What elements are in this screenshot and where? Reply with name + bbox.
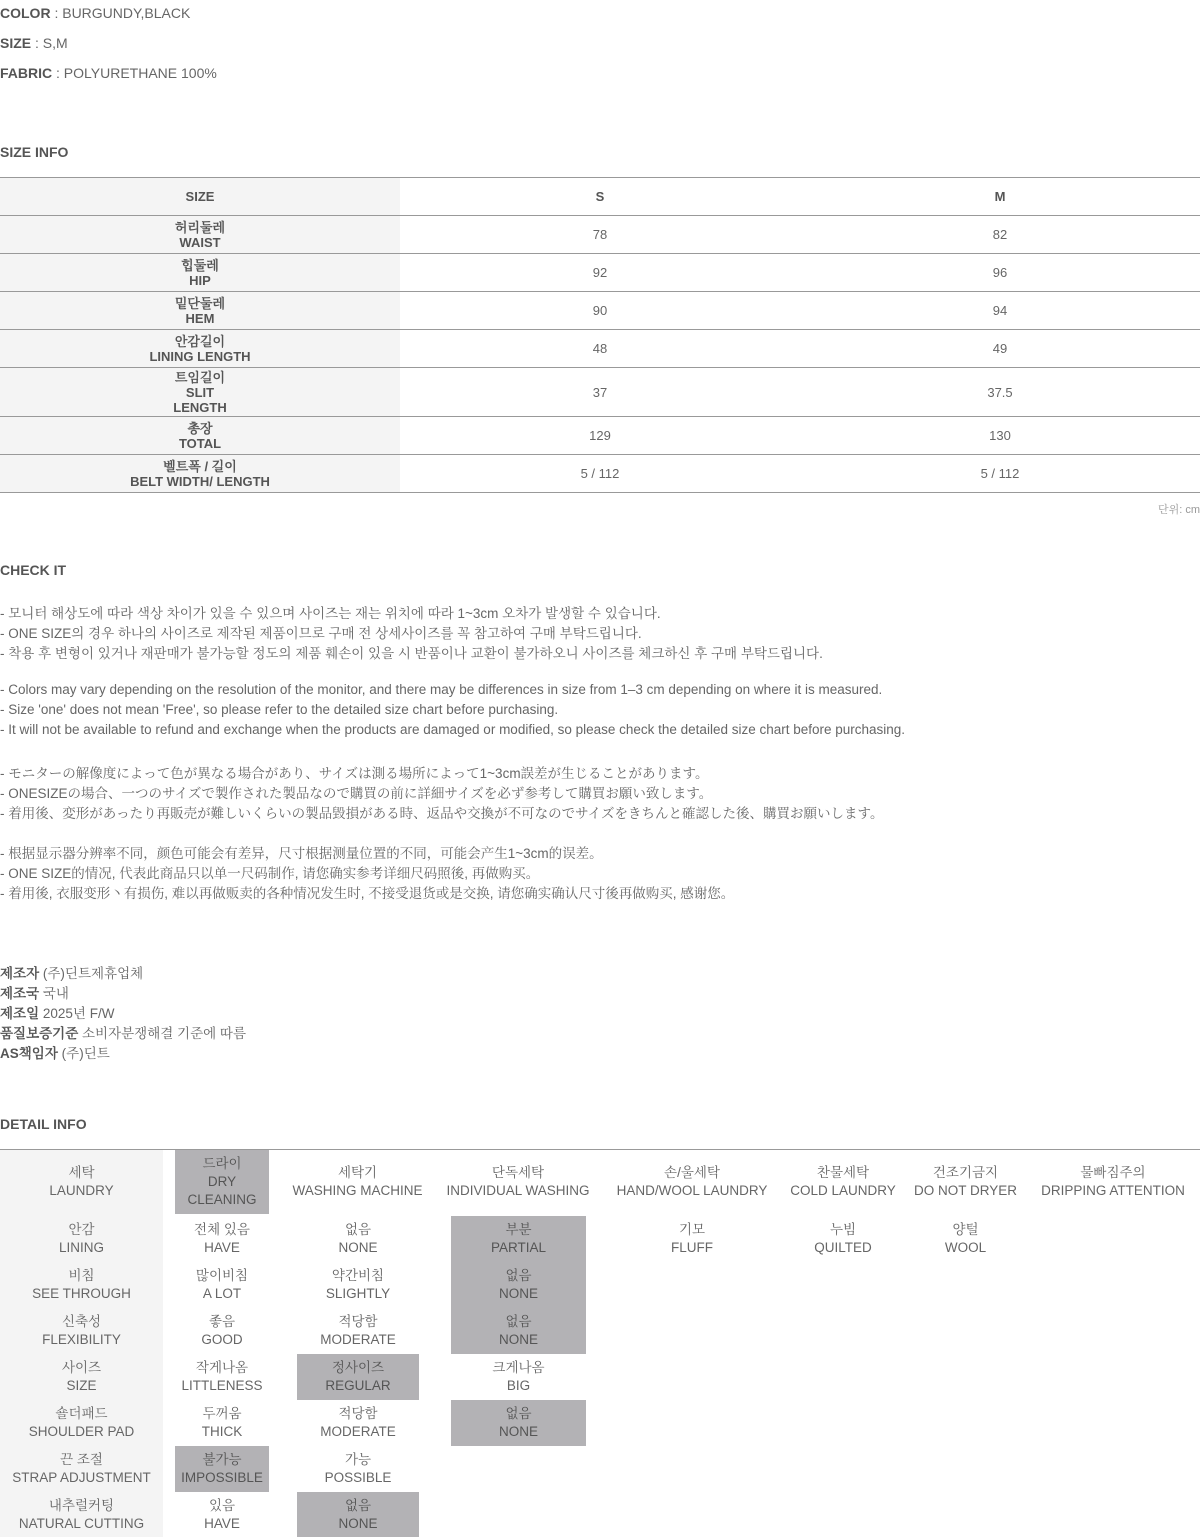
detail-grid xyxy=(0,1149,1200,1537)
detail-option-quilted xyxy=(783,1216,903,1262)
size-row-label xyxy=(0,292,400,329)
check-kr-line: - 모니터 해상도에 따라 색상 차이가 있을 수 있으며 사이즈는 재는 위치에 따라 1~3cm 오차가 발생할 수 있습니다. xyxy=(0,606,661,621)
size-value-m: 37.5 xyxy=(987,384,1013,400)
size-row-kr: 벨트폭 / 길이 xyxy=(163,458,237,474)
detail-en: NATURAL CUTTING xyxy=(18,1516,145,1531)
detail-kr: 누빔 xyxy=(829,1222,857,1237)
detail-en: DRIPPING ATTENTION xyxy=(1041,1183,1185,1198)
maker-warranty xyxy=(0,1022,246,1042)
detail-option-see-through-alot xyxy=(175,1262,269,1308)
spec-size-value: S,M xyxy=(42,35,68,51)
detail-en: PARTIAL xyxy=(490,1240,547,1255)
detail-en: COLD LAUNDRY xyxy=(790,1183,896,1198)
detail-en: POSSIBLE xyxy=(324,1470,392,1485)
detail-en: LITTLENESS xyxy=(181,1378,263,1393)
spec-size-label: SIZE xyxy=(0,35,32,51)
detail-option-natural-none xyxy=(297,1492,419,1537)
detail-en: HAVE xyxy=(204,1516,240,1531)
spec-color: COLOR : BURGUNDY,BLACK xyxy=(0,5,191,21)
size-value-m: 96 xyxy=(992,265,1008,280)
size-value-s: 78 xyxy=(592,227,608,242)
size-row-label xyxy=(0,368,400,416)
detail-option-do-not-dryer xyxy=(908,1150,1023,1214)
detail-label-see-through xyxy=(0,1262,163,1308)
detail-option-dripping-attention xyxy=(1030,1150,1196,1214)
detail-kr: 손/울세탁 xyxy=(664,1165,720,1180)
detail-kr: 드라이 xyxy=(202,1156,242,1171)
detail-kr: 많이비침 xyxy=(195,1268,249,1283)
maker-warranty-value: 소비자분쟁해결 기준에 따름 xyxy=(82,1026,247,1041)
detail-kr: 가능 xyxy=(344,1452,372,1467)
detail-option-flexibility-moderate xyxy=(297,1308,419,1354)
size-row-en: HIP xyxy=(189,272,211,288)
detail-kr: 단독세탁 xyxy=(491,1165,545,1180)
detail-kr: 건조기금지 xyxy=(932,1165,999,1180)
size-row-label xyxy=(0,455,400,492)
size-value-s: 5 / 112 xyxy=(580,466,620,481)
detail-kr: 숄더패드 xyxy=(55,1406,108,1421)
detail-kr: 비침 xyxy=(68,1268,95,1283)
detail-en: NONE xyxy=(498,1332,538,1347)
detail-en: SHOULDER PAD xyxy=(28,1424,135,1439)
maker-warranty-label: 품질보증기준 xyxy=(0,1026,79,1041)
detail-en: SIZE xyxy=(66,1378,97,1393)
detail-en: LINING xyxy=(58,1240,104,1255)
size-row-label xyxy=(0,330,400,367)
detail-en: THICK xyxy=(201,1424,243,1439)
check-jp-line: - 着用後、変形があったり再販売が難しいくらいの製品毀損がある時、返品や交換が不可なのでサイズをきちんと確認した後、購買お願いします。 xyxy=(0,806,884,821)
size-table-header xyxy=(0,178,1200,216)
detail-option-strap-possible xyxy=(297,1446,419,1492)
detail-label-flexibility xyxy=(0,1308,163,1354)
detail-kr: 부분 xyxy=(505,1222,532,1237)
check-en-line: - Colors may vary depending on the resolution of the monitor, and there may be differences in size from 1–3 cm depending on where it is measured. xyxy=(0,682,883,697)
size-row-kr: 밑단둘레 xyxy=(174,295,226,311)
size-row-kr: 힙둘레 xyxy=(181,257,219,273)
maker-country-label: 제조국 xyxy=(0,986,40,1001)
detail-kr: 물빠짐주의 xyxy=(1080,1165,1146,1180)
check-cn-line: - 根据显示器分辨率不同，颜色可能会有差异，尺寸根据测量位置的不同，可能会产生1~3cm的误差。 xyxy=(0,846,603,861)
detail-kr: 세탁기 xyxy=(337,1165,378,1180)
detail-option-size-regular xyxy=(297,1354,419,1400)
check-en-line: - It will not be available to refund and exchange when the products are damaged or modified, so please check the detailed size chart before purchasing. xyxy=(0,722,906,737)
maker-manufacturer xyxy=(0,962,143,982)
detail-en: IMPOSSIBLE xyxy=(181,1470,263,1485)
detail-kr: 약간비침 xyxy=(331,1268,385,1283)
size-value-m: 82 xyxy=(992,227,1008,242)
detail-option-fluff xyxy=(612,1216,772,1262)
maker-as-value: (주)딘트 xyxy=(61,1046,110,1061)
size-value-s: 129 xyxy=(589,428,611,443)
detail-option-lining-have xyxy=(175,1216,269,1262)
detail-option-lining-partial xyxy=(451,1216,586,1262)
maker-country xyxy=(0,982,69,1002)
size-value-s: 48 xyxy=(592,341,608,356)
size-row-en: BELT WIDTH/ LENGTH xyxy=(130,473,270,489)
detail-en: SEE THROUGH xyxy=(32,1286,131,1301)
detail-en: NONE xyxy=(498,1424,538,1439)
detail-en: NONE xyxy=(338,1240,378,1255)
maker-date xyxy=(0,1002,114,1022)
size-row-kr: 안감길이 xyxy=(174,333,226,349)
detail-en: REGULAR xyxy=(325,1378,391,1393)
size-row-kr: 트임길이 xyxy=(174,369,226,385)
detail-option-washing-machine xyxy=(287,1150,428,1214)
detail-en: HAND/WOOL LAUNDRY xyxy=(616,1183,768,1198)
size-row-hem xyxy=(0,292,1200,330)
detail-kr: 기모 xyxy=(678,1222,706,1237)
size-row-slit-length xyxy=(0,368,1200,417)
check-it-title: CHECK IT xyxy=(0,562,67,578)
detail-en: GOOD xyxy=(201,1332,243,1347)
spec-color-label: COLOR xyxy=(0,5,51,21)
size-value-m: 94 xyxy=(992,303,1008,318)
detail-en: MODERATE xyxy=(320,1332,396,1347)
detail-kr: 작게나옴 xyxy=(195,1360,249,1375)
detail-label-natural-cutting xyxy=(0,1492,163,1537)
size-row-en2: LENGTH xyxy=(173,399,227,415)
check-jp-line: - ONESIZEの場合、一つのサイズで製作された製品なので購買の前に詳細サイズを必ず参考して購買お願い致します。 xyxy=(0,786,713,801)
detail-option-see-through-slightly xyxy=(297,1262,419,1308)
detail-option-strap-impossible xyxy=(175,1446,269,1492)
size-row-en: SLIT xyxy=(185,384,215,400)
size-row-belt xyxy=(0,455,1200,493)
detail-kr: 찬물세탁 xyxy=(816,1165,870,1180)
size-value-m: 49 xyxy=(992,341,1008,356)
detail-kr: 있음 xyxy=(208,1498,236,1513)
detail-en: SLIGHTLY xyxy=(325,1286,391,1301)
detail-option-natural-have xyxy=(175,1492,269,1537)
size-row-label xyxy=(0,216,400,253)
check-kr-line: - ONE SIZE의 경우 하나의 사이즈로 제작된 제품이므로 구매 전 상세사이즈를 꼭 참고하여 구매 부탁드립니다. xyxy=(0,626,642,641)
maker-date-label: 제조일 xyxy=(0,1006,40,1021)
unit-note: 단위: cm xyxy=(1157,504,1200,516)
detail-option-hand-wool xyxy=(612,1150,772,1214)
detail-en: A LOT xyxy=(202,1286,242,1301)
detail-label-lining xyxy=(0,1216,163,1262)
size-table xyxy=(0,177,1200,493)
size-value-m: 130 xyxy=(989,428,1011,443)
spec-size: SIZE : S,M xyxy=(0,35,68,51)
detail-kr: 두꺼움 xyxy=(202,1406,242,1421)
detail-label-size xyxy=(0,1354,163,1400)
detail-kr: 양털 xyxy=(952,1222,979,1237)
maker-manufacturer-label: 제조자 xyxy=(0,966,40,981)
spec-fabric-label: FABRIC xyxy=(0,65,53,81)
detail-en: WASHING MACHINE xyxy=(292,1183,423,1198)
spec-fabric-value: POLYURETHANE 100% xyxy=(63,65,217,81)
detail-option-shoulder-none xyxy=(451,1400,586,1446)
check-cn-line: - ONE SIZE的情况, 代表此商品只以单一尺码制作, 请您确实参考详细尺码照後, 再做购买。 xyxy=(0,866,540,881)
detail-kr: 불가능 xyxy=(202,1452,242,1467)
check-en-line: - Size 'one' does not mean 'Free', so please refer to the detailed size chart before purchasing. xyxy=(0,702,559,717)
size-value-s: 92 xyxy=(592,265,608,280)
size-row-total xyxy=(0,417,1200,455)
size-row-en: WAIST xyxy=(179,234,221,250)
detail-kr: 신축성 xyxy=(61,1314,102,1329)
detail-en: WOOL xyxy=(944,1240,987,1255)
maker-as-label: AS책임자 xyxy=(0,1046,58,1061)
detail-option-shoulder-thick xyxy=(175,1400,269,1446)
size-header-label: SIZE xyxy=(0,178,400,215)
detail-kr: 적당함 xyxy=(338,1314,378,1329)
detail-kr: 세탁 xyxy=(68,1165,95,1180)
detail-option-wool xyxy=(908,1216,1023,1262)
detail-en: DO NOT DRYER xyxy=(913,1183,1018,1198)
size-row-label xyxy=(0,254,400,291)
size-header-s: S xyxy=(595,189,605,204)
detail-option-lining-none xyxy=(297,1216,419,1262)
size-row-hip xyxy=(0,254,1200,292)
detail-en: INDIVIDUAL WASHING xyxy=(446,1183,590,1198)
detail-en: NONE xyxy=(498,1286,538,1301)
size-row-waist xyxy=(0,216,1200,254)
detail-option-individual-washing xyxy=(441,1150,595,1214)
maker-as xyxy=(0,1042,110,1062)
size-row-kr: 총장 xyxy=(187,420,213,436)
size-row-label xyxy=(0,417,400,454)
spec-color-value: BURGUNDY,BLACK xyxy=(62,5,191,21)
size-value-s: 37 xyxy=(592,384,608,400)
check-cn-line: - 着用後, 衣服变形丶有损伤, 难以再做贩卖的各种情况发生时, 不接受退货或是交换, 请您确实确认尺寸後再做购买, 感谢您。 xyxy=(0,886,735,901)
detail-option-cold-laundry xyxy=(783,1150,903,1214)
size-row-en: HEM xyxy=(185,310,215,326)
detail-kr: 끈 조절 xyxy=(60,1452,103,1467)
detail-option-flexibility-none xyxy=(451,1308,586,1354)
detail-en: LAUNDRY xyxy=(49,1183,114,1198)
size-row-kr: 허리둘레 xyxy=(174,219,226,235)
detail-option-shoulder-moderate xyxy=(297,1400,419,1446)
detail-en: MODERATE xyxy=(320,1424,396,1439)
detail-en: BIG xyxy=(506,1378,531,1393)
size-row-en: LINING LENGTH xyxy=(149,348,251,364)
maker-date-value: 2025년 F/W xyxy=(42,1006,115,1021)
detail-kr: 없음 xyxy=(505,1268,532,1283)
detail-kr: 없음 xyxy=(344,1498,372,1513)
size-row-en: TOTAL xyxy=(178,435,222,451)
detail-kr: 정사이즈 xyxy=(331,1360,385,1375)
detail-label-strap xyxy=(0,1446,163,1492)
detail-label-laundry xyxy=(0,1150,163,1214)
detail-option-see-through-none xyxy=(451,1262,586,1308)
detail-kr: 없음 xyxy=(505,1314,532,1329)
detail-option-flexibility-good xyxy=(175,1308,269,1354)
detail-kr: 안감 xyxy=(68,1222,95,1237)
detail-option-size-littleness xyxy=(175,1354,269,1400)
size-value-s: 90 xyxy=(592,303,608,318)
maker-manufacturer-value: (주)딘트제휴업체 xyxy=(42,966,144,981)
detail-en: FLUFF xyxy=(671,1240,713,1255)
detail-en: CLEANING xyxy=(187,1192,257,1207)
detail-info-title: DETAIL INFO xyxy=(0,1116,87,1132)
detail-en: HAVE xyxy=(204,1240,240,1255)
detail-option-size-big xyxy=(451,1354,586,1400)
detail-kr: 사이즈 xyxy=(61,1360,102,1375)
detail-kr: 전체 있음 xyxy=(194,1222,250,1237)
detail-option-dry-cleaning xyxy=(175,1150,269,1214)
size-row-lining-length xyxy=(0,330,1200,368)
detail-kr: 적당함 xyxy=(338,1406,378,1421)
detail-en: FLEXIBILITY xyxy=(42,1332,121,1347)
check-jp-line: - モニターの解像度によって色が異なる場合があり、サイズは測る場所によって1~3cm誤差が生じることがあります。 xyxy=(0,766,709,781)
size-info-title: SIZE INFO xyxy=(0,144,69,160)
detail-label-shoulder-pad xyxy=(0,1400,163,1446)
detail-en: NONE xyxy=(338,1516,378,1531)
size-header-m: M xyxy=(994,189,1006,204)
detail-kr: 없음 xyxy=(344,1222,372,1237)
detail-kr: 내추럴커팅 xyxy=(48,1498,115,1513)
detail-en: QUILTED xyxy=(814,1240,872,1255)
detail-en: DRY xyxy=(207,1174,237,1189)
detail-kr: 크게나옴 xyxy=(492,1360,545,1375)
size-value-m: 5 / 112 xyxy=(980,466,1020,481)
maker-country-value: 국내 xyxy=(42,986,69,1001)
detail-en: STRAP ADJUSTMENT xyxy=(12,1470,151,1485)
detail-kr: 좋음 xyxy=(208,1314,236,1329)
spec-fabric: FABRIC : POLYURETHANE 100% xyxy=(0,65,217,81)
detail-kr: 없음 xyxy=(505,1406,532,1421)
check-kr-line: - 착용 후 변형이 있거나 재판매가 불가능할 정도의 제품 훼손이 있을 시 반품이나 교환이 불가하오니 사이즈를 체크하신 후 구매 부탁드립니다. xyxy=(0,646,823,661)
